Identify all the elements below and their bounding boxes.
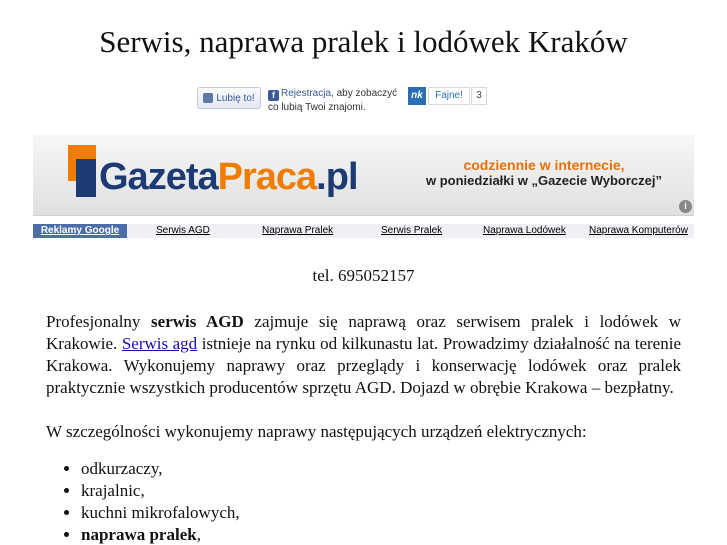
serwis-agd-bold: serwis AGD bbox=[151, 312, 244, 331]
banner-slogan-line1: codziennie w internecie, bbox=[463, 157, 625, 173]
gazetapraca-banner[interactable] bbox=[33, 135, 694, 216]
serwis-agd-link[interactable]: Serwis agd bbox=[121, 334, 198, 353]
page-title: Serwis, naprawa pralek i lodówek Kraków bbox=[99, 24, 628, 59]
like-label: Lubię to! bbox=[216, 92, 255, 104]
thumbs-up-icon bbox=[203, 93, 213, 103]
list-item: • odkurzaczy, bbox=[81, 458, 681, 480]
social-bar bbox=[0, 86, 727, 112]
google-ad-links bbox=[33, 224, 694, 238]
services-list bbox=[81, 458, 681, 545]
banner-slogan bbox=[419, 157, 669, 189]
ad-link-naprawa-lodowek[interactable]: Naprawa Lodówek bbox=[483, 225, 566, 236]
ad-info-icon[interactable]: i bbox=[679, 200, 692, 213]
facebook-icon: f bbox=[268, 90, 279, 101]
intro-paragraph: Profesjonalny serwis AGD zajmuje się naprawą oraz serwisem pralek i lodówek w Krakowie. Serwis agd istnieje na rynku od kilkunastu lat. Prowadzimy działalność na terenie Krakowa. Wykonujemy naprawy oraz przeglądy i konserwację lodówek oraz pralek praktycznie wszystkich producentów sprzętu AGD. Dojazd w obrębie Krakowa – bezpłatny. bbox=[46, 312, 681, 397]
ad-link-serwis-agd[interactable]: Serwis AGD bbox=[156, 225, 210, 236]
facebook-like-button[interactable] bbox=[197, 87, 261, 109]
ad-link-naprawa-komputerow[interactable]: Naprawa Komputerów bbox=[589, 225, 688, 236]
list-item: • krajalnic, bbox=[81, 480, 681, 502]
phone-number: tel. 695052157 bbox=[312, 266, 415, 285]
gazetapraca-logo-mark-icon bbox=[68, 145, 96, 197]
ad-link-serwis-pralek[interactable]: Serwis Pralek bbox=[381, 225, 443, 236]
services-intro-paragraph: W szczególności wykonujemy naprawy następujących urządzeń elektrycznych: bbox=[46, 422, 587, 441]
main-content bbox=[46, 311, 681, 545]
list-item: • kuchni mikrofalowych, bbox=[81, 502, 681, 524]
nk-icon: nk bbox=[408, 87, 426, 105]
facebook-register-link[interactable]: Rejestracja bbox=[281, 88, 332, 99]
nk-fajne-button[interactable]: Fajne! bbox=[428, 87, 470, 105]
ad-link-naprawa-pralek[interactable]: Naprawa Pralek bbox=[262, 225, 334, 236]
list-item: • naprawa pralek, bbox=[81, 524, 681, 545]
facebook-register-text bbox=[268, 87, 408, 114]
gazetapraca-logo: GazetaPraca.pl bbox=[99, 156, 358, 198]
google-ads-label-link[interactable]: Reklamy Google bbox=[33, 224, 127, 238]
banner-slogan-line2: w poniedziałki w „Gazecie Wyborczej” bbox=[426, 173, 662, 188]
facebook-register-rest: , aby zobaczyć co lubią Twoi znajomi. bbox=[268, 88, 398, 113]
nk-fajne-count: 3 bbox=[471, 87, 487, 105]
